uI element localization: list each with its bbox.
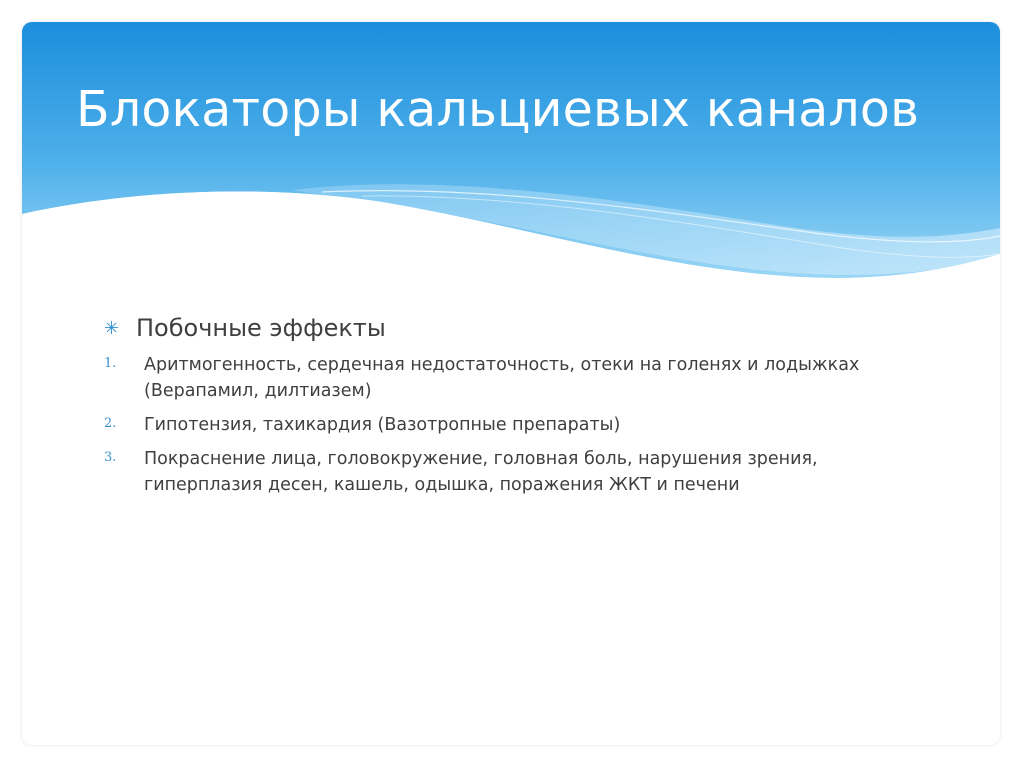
wave-background [22, 22, 1000, 292]
slide-title: Блокаторы кальциевых каналов [76, 81, 920, 138]
list-item-text [144, 412, 620, 438]
list-item-line: гиперплазия десен, кашель, одышка, поражения ЖКТ и печени [144, 475, 740, 495]
list-item-line: Покраснение лица, головокружение, головная боль, нарушения зрения, [144, 449, 818, 469]
list-item-line: Аритмогенность, сердечная недостаточность, отеки на голенях и лодыжках [144, 355, 860, 375]
list-item-text [144, 352, 859, 404]
list-item-number: 1. [104, 356, 117, 371]
side-effects-list [104, 352, 964, 498]
list-item [104, 412, 964, 438]
section-heading-text: Побочные эффекты [136, 314, 386, 342]
list-item [104, 352, 964, 404]
list-item-text [144, 446, 818, 498]
asterisk-bullet-icon: ✳ [104, 317, 120, 338]
header-banner [22, 22, 1000, 292]
list-item-line: (Верапамил, дилтиазем) [144, 381, 372, 401]
list-item-number: 2. [104, 416, 117, 431]
list-item [104, 446, 964, 498]
slide-frame [22, 22, 1000, 745]
list-item-number: 3. [104, 450, 117, 465]
section-heading [104, 308, 964, 348]
list-item-line: Гипотензия, тахикардия (Вазотропные препараты) [144, 415, 621, 435]
content-area [104, 308, 964, 506]
